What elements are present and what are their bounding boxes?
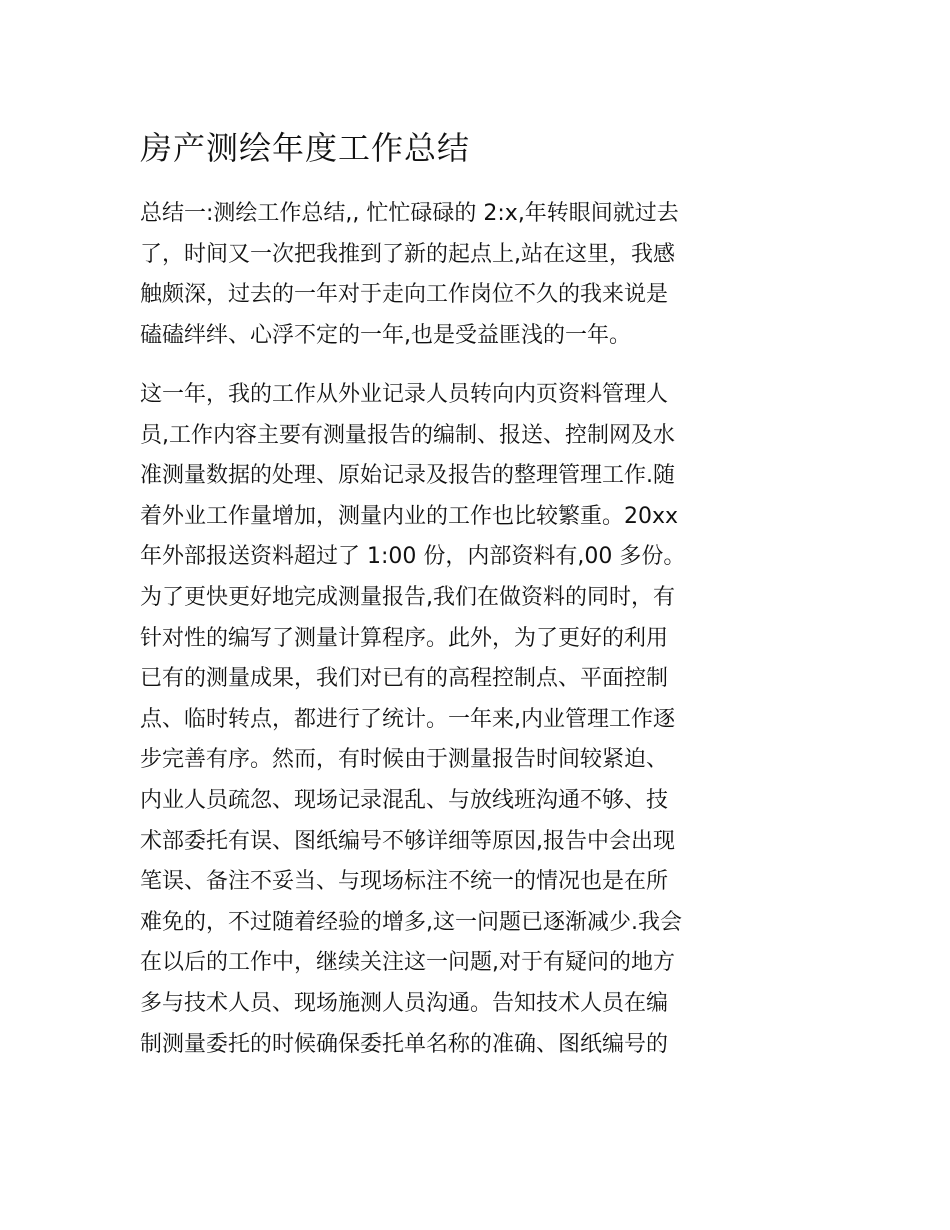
- paragraph-line: 已有的测量成果，我们对已有的高程控制点、平面控制: [140, 666, 669, 692]
- paragraph-line: 步完善有序。然而，有时候由于测量报告时间较紧迫、: [140, 747, 669, 773]
- paragraph-line: 难免的，不过随着经验的增多,这一问题已逐渐减少.我会: [140, 909, 682, 935]
- paragraph-line: 这一年，我的工作从外业记录人员转向内页资料管理人: [140, 382, 669, 407]
- paragraph-line: 年外部报送资料超过了 1:00 份，内部资料有,00 多份。: [140, 544, 686, 570]
- paragraph-line: 了，时间又一次把我推到了新的起点上,站在这里，我感: [140, 241, 675, 267]
- paragraph-line: 笔误、备注不妥当、与现场标注不统一的情况也是在所: [140, 869, 669, 895]
- paragraph-line: 内业人员疏忽、现场记录混乱、与放线班沟通不够、技: [140, 787, 669, 813]
- paragraph-line: 触颇深，过去的一年对于走向工作岗位不久的我来说是: [140, 282, 669, 308]
- paragraph-line: 总结一:测绘工作总结,, 忙忙碌碌的 2:x,年转眼间就过去: [140, 201, 679, 226]
- paragraph-line: 多与技术人员、现场施测人员沟通。告知技术人员在编: [140, 990, 669, 1016]
- paragraph-line: 在以后的工作中，继续关注这一问题,对于有疑问的地方: [140, 950, 675, 976]
- document-title: 房产测绘年度工作总结: [140, 129, 471, 167]
- paragraph-1: [140, 194, 679, 356]
- paragraph-line: 员,工作内容主要有测量报告的编制、报送、控制网及水: [140, 422, 675, 448]
- paragraph-2: [140, 375, 685, 1065]
- paragraph-line: 准测量数据的处理、原始记录及报告的整理管理工作.随: [140, 463, 675, 489]
- paragraph-line: 磕磕绊绊、心浮不定的一年,也是受益匪浅的一年。: [140, 322, 631, 348]
- paragraph-line: 为了更快更好地完成测量报告,我们在做资料的同时，有: [140, 584, 675, 610]
- paragraph-line: 着外业工作量增加，测量内业的工作也比较繁重。20xx: [140, 503, 679, 529]
- paragraph-line: 点、临时转点，都进行了统计。一年来,内业管理工作逐: [140, 706, 675, 732]
- paragraph-line: 针对性的编写了测量计算程序。此外，为了更好的利用: [140, 625, 669, 651]
- paragraph-line: 术部委托有误、图纸编号不够详细等原因,报告中会出现: [140, 828, 675, 854]
- paragraph-line: 制测量委托的时候确保委托单名称的准确、图纸编号的: [140, 1031, 669, 1057]
